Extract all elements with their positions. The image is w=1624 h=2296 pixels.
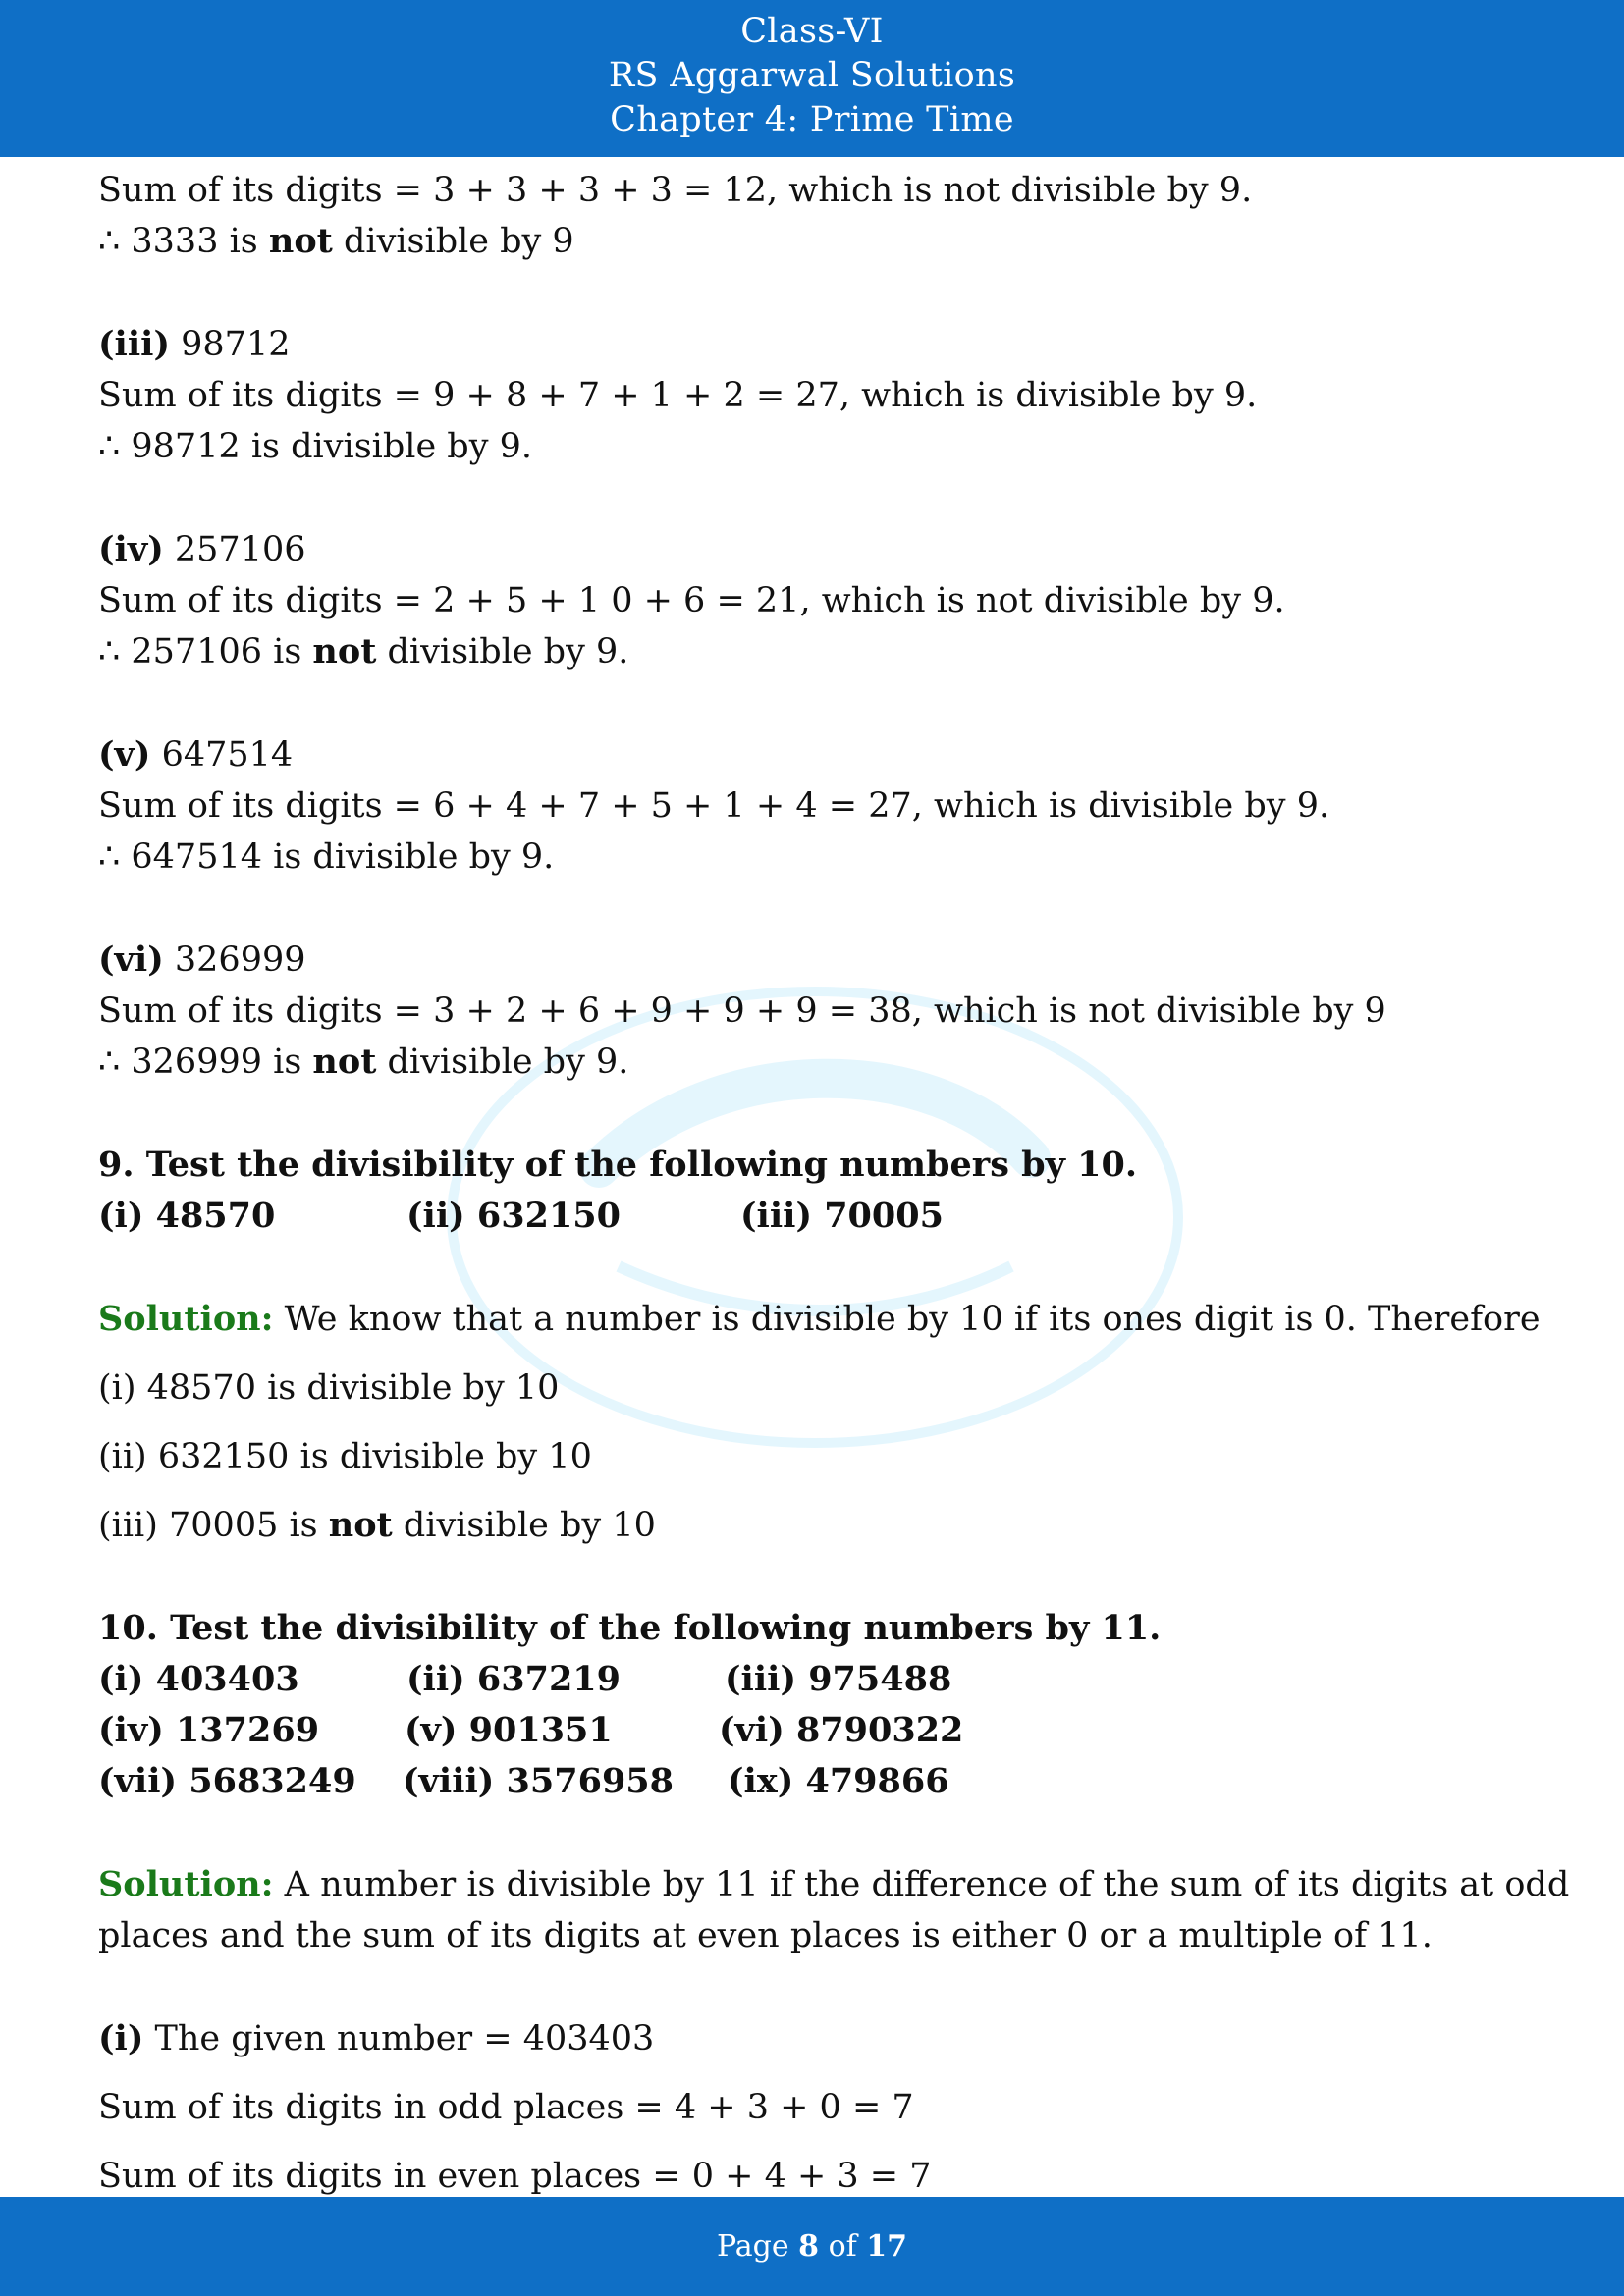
page-footer — [0, 2197, 1624, 2296]
q9-solution — [98, 1294, 1541, 1345]
q8-vi-heading — [98, 934, 1532, 986]
q9-option-i: (i) 48570 — [98, 1196, 276, 1236]
q10-i-heading — [98, 2013, 1532, 2064]
text: divisible by 9 — [332, 222, 574, 261]
q8-vi-sum: Sum of its digits = 3 + 2 + 6 + 9 + 9 + 9 = 38, which is not divisible by 9 — [98, 991, 1386, 1031]
solution-label: Solution: — [98, 1299, 274, 1339]
q10-option: (vi) 8790322 — [719, 1710, 964, 1750]
q10-solution-line1 — [98, 1859, 1570, 1910]
q8-v-sum: Sum of its digits = 6 + 4 + 7 + 5 + 1 + 4 = 27, which is divisible by 9. — [98, 786, 1330, 826]
text: (iii) 70005 is — [98, 1506, 329, 1545]
part-label: (iv) — [98, 529, 164, 569]
q9-option-iii: (iii) 70005 — [740, 1196, 944, 1236]
q10-option: (ix) 479866 — [728, 1761, 949, 1801]
emphasis: not — [328, 1505, 393, 1545]
q9-option-ii: (ii) 632150 — [406, 1196, 622, 1236]
solution-text: A number is divisible by 11 if the difference of the sum of its digits at odd — [273, 1865, 1570, 1904]
solution-text: We know that a number is divisible by 10 if its ones digit is 0. Therefore — [273, 1300, 1541, 1339]
q9-answer-iii — [98, 1500, 1532, 1551]
q10-title: 10. Test the divisibility of the following numbers by 11. — [98, 1608, 1162, 1648]
q8-iv-conclusion — [98, 626, 1532, 677]
text: ∴ 257106 is — [98, 632, 313, 671]
text: divisible by 10 — [392, 1506, 656, 1545]
header-class: Class-VI — [740, 12, 884, 51]
text: divisible by 9. — [376, 1042, 629, 1082]
total-pages: 17 — [866, 2229, 908, 2264]
solution-label: Solution: — [98, 1864, 274, 1904]
q10-solution-line2: places and the sum of its digits at even places is either 0 or a multiple of 11. — [98, 1916, 1433, 1955]
q10-options-row — [98, 1756, 1532, 1807]
header-book: RS Aggarwal Solutions — [608, 56, 1016, 95]
q9-title: 9. Test the divisibility of the following numbers by 10. — [98, 1145, 1137, 1185]
q10-i-odd-sum: Sum of its digits in odd places = 4 + 3 + 0 = 7 — [98, 2088, 914, 2127]
part-label: (v) — [98, 734, 151, 774]
q10-options-row — [98, 1705, 1532, 1756]
text: ∴ 3333 is — [98, 222, 269, 261]
q10-option: (iv) 137269 — [98, 1710, 320, 1750]
q8-v-conclusion: ∴ 647514 is divisible by 9. — [98, 837, 555, 877]
page-of: of — [819, 2229, 867, 2264]
q10-options-row — [98, 1654, 1532, 1705]
q10-option: (vii) 5683249 — [98, 1761, 356, 1801]
header-chapter: Chapter 4: Prime Time — [610, 100, 1014, 139]
q8-iv-sum: Sum of its digits = 2 + 5 + 1 0 + 6 = 21, which is not divisible by 9. — [98, 581, 1285, 620]
page-header — [0, 0, 1624, 157]
emphasis: not — [268, 221, 333, 261]
page-label: Page — [716, 2229, 799, 2264]
q8-v-heading — [98, 729, 1532, 780]
q10-option: (v) 901351 — [405, 1710, 613, 1750]
emphasis: not — [312, 631, 377, 671]
q8-vi-conclusion — [98, 1037, 1532, 1088]
part-number: 98712 — [170, 325, 291, 364]
part-label: (vi) — [98, 939, 164, 980]
q8-ii-sum: Sum of its digits = 3 + 3 + 3 + 3 = 12, which is not divisible by 9. — [98, 171, 1253, 210]
page-content — [98, 165, 1570, 2202]
q8-iii-sum: Sum of its digits = 9 + 8 + 7 + 1 + 2 = 27, which is divisible by 9. — [98, 376, 1258, 415]
q9-answer-ii: (ii) 632150 is divisible by 10 — [98, 1437, 592, 1476]
current-page: 8 — [798, 2229, 820, 2264]
part-label: (i) — [98, 2018, 144, 2058]
q10-option: (viii) 3576958 — [403, 1761, 675, 1801]
part-number: 257106 — [163, 530, 306, 569]
q8-iv-heading — [98, 524, 1532, 575]
q8-iii-heading — [98, 319, 1532, 370]
part-text: The given number = 403403 — [143, 2019, 655, 2058]
text: ∴ 326999 is — [98, 1042, 313, 1082]
q9-answer-i: (i) 48570 is divisible by 10 — [98, 1368, 560, 1408]
q8-ii-conclusion — [98, 216, 1532, 267]
q8-iii-conclusion: ∴ 98712 is divisible by 9. — [98, 427, 532, 466]
q10-option: (iii) 975488 — [725, 1659, 952, 1699]
part-number: 647514 — [150, 735, 294, 774]
part-number: 326999 — [163, 940, 306, 980]
q10-i-even-sum: Sum of its digits in even places = 0 + 4 + 3 = 7 — [98, 2157, 932, 2196]
q10-option: (i) 403403 — [98, 1659, 299, 1699]
q10-option: (ii) 637219 — [406, 1659, 622, 1699]
text: divisible by 9. — [376, 632, 629, 671]
q9-options — [98, 1191, 1532, 1242]
part-label: (iii) — [98, 324, 171, 364]
emphasis: not — [312, 1041, 377, 1082]
